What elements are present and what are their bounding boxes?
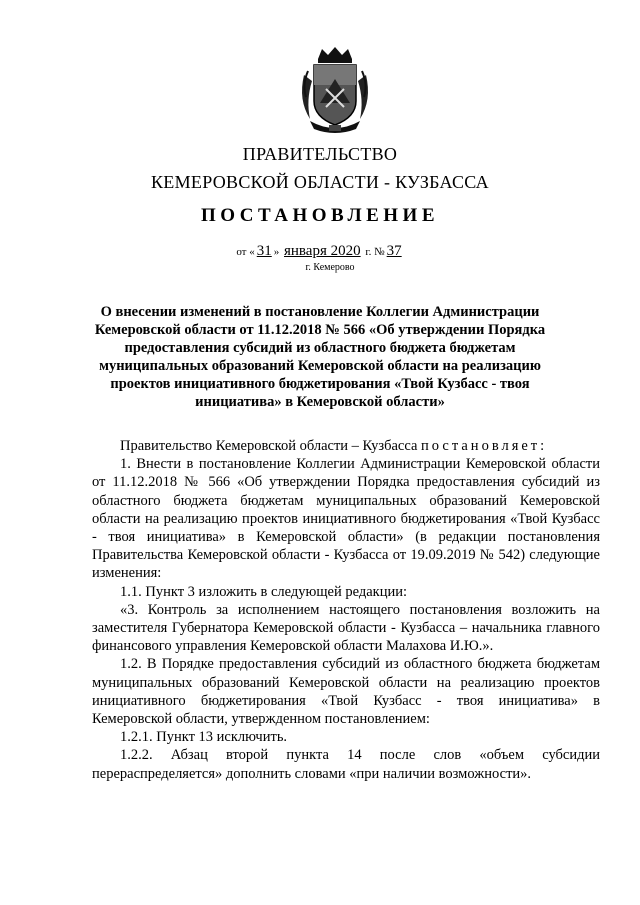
city-line: г. Кемерово	[305, 262, 355, 273]
document-title: О внесении изменений в постановление Коллегии Администрации Кемеровской области от 11.12.2018 № 566 «Об утверждении Порядка предоставления субсидий из областного бюджета бюджетам муниципальных образований Кемеровской области на реализацию проектов инициативного бюджетирования «Твой Кузбасс - твоя инициатива» в Кемеровской области»	[94, 304, 546, 410]
paragraph-1: 1. Внести в постановление Коллегии Администрации Кемеровской области от 11.12.2018 № 566 «Об утверждении Порядка предоставления субсидий из областного бюджета бюджетам муниципальных образований Кемеровской области на реализацию проектов инициативного бюджетирования «Твой Кузбасс - твоя инициатива» в Кемеровской области» (в редакции постановления Правительства Кемеровской области - Кузбасса от 19.09.2019 № 542) следующие изменения:	[92, 456, 600, 582]
intro-lead: Правительство Кемеровской области – Кузбасса	[120, 438, 418, 454]
document-body	[92, 437, 600, 783]
government-title-line1: ПРАВИТЕЛЬСТВО	[242, 144, 398, 164]
date-prefix: от «	[236, 246, 255, 258]
date-line	[0, 243, 640, 260]
date-month-year: января 2020	[284, 243, 361, 259]
number-sign: №	[374, 246, 385, 258]
document-type: ПОСТАНОВЛЕНИЕ	[200, 205, 440, 226]
coat-of-arms-icon	[296, 45, 374, 133]
government-title-line2: КЕМЕРОВСКОЙ ОБЛАСТИ - КУЗБАССА	[151, 172, 489, 192]
paragraph-1-2: 1.2. В Порядке предоставления субсидий из областного бюджета бюджетам муниципальных образований Кемеровской области на реализацию проектов инициативного бюджетирования «Твой Кузбасс - твоя инициатива» в Кемеровской области, утвержденном постановлением:	[92, 656, 600, 728]
document-number: 37	[386, 243, 402, 259]
paragraph-1-1: 1.1. Пункт 3 изложить в следующей редакции:	[120, 583, 408, 600]
paragraph-1-1-quote: «3. Контроль за исполнением настоящего постановления возложить на заместителя Губернатора Кемеровской области - Кузбасса – начальника главного финансового управления Кемеровской области Малахова И.Ю.».	[92, 601, 600, 655]
date-close-quote: »	[273, 246, 280, 258]
paragraph-1-2-2: 1.2.2. Абзац второй пункта 14 после слов «объем субсидии перераспределяется» дополнить словами «при наличии возможности».	[92, 747, 600, 782]
intro-paragraph	[92, 437, 600, 455]
intro-verb: постановляет:	[421, 438, 548, 454]
date-year-suffix: г.	[365, 246, 372, 258]
paragraph-1-2-1: 1.2.1. Пункт 13 исключить.	[120, 729, 288, 746]
date-day: 31	[256, 243, 272, 259]
